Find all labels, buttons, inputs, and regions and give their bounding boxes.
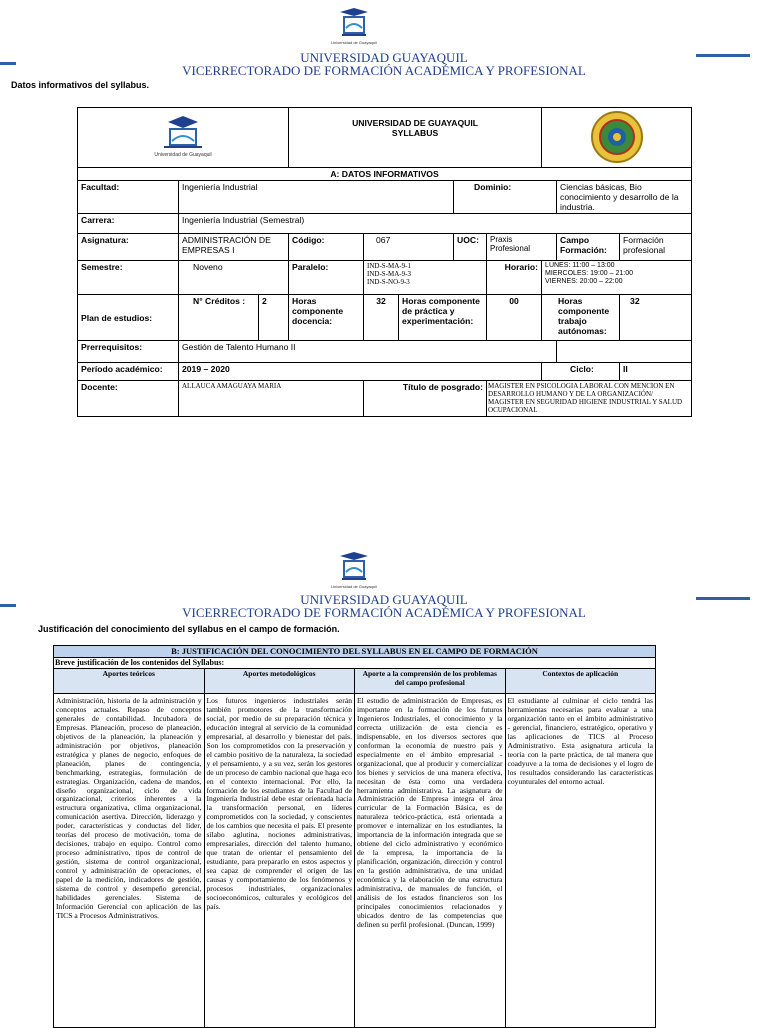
column-aporte-comprension [355, 669, 506, 1027]
table-title: UNIVERSIDAD DE GUAYAQUIL [352, 118, 478, 128]
horas-autonomo-value: 32 [620, 295, 692, 341]
horas-practica-label: Horas componente de práctica y experimentación: [399, 295, 487, 341]
university-logo [331, 8, 377, 48]
justification-heading: B: JUSTIFICACIÓN DEL CONOCIMIENTO DEL SYLLABUS EN EL CAMPO DE FORMACIÓN [54, 646, 655, 658]
carrera-value: Ingeniería Industrial (Semestral) [179, 214, 692, 234]
column-text: Administración, historia de la administración y conceptos actuales. Repaso de conceptos generales de contabilidad. Incubadora de Empresas. Planeación, proceso de planeación, objetivos de la planeación, la planeación y administración por objetivos, planeación estratégica y planes de negocio, enfoques de planeación, planes de contingencia, benchmarking, estrategias, formulación de estrategias. Organización, cadena de mandos, diseño organizacional, ciclo de vida organizacional, criterios inherentes a la estructura organizativa, clima organizacional, comunicación asertiva. Dirección, liderazgo y poder, características y conductas del líder, teorías del proceso de motivación, toma de decisiones, trabajo en equipo. Control como proceso administrativo, tipos de control de gestión, sistema de control organizacional, control y administración de operaciones, el papel de la medición, indicadores de gestión, sistema de control y desempeño gerencial, habilidades gerenciales. Sistema de Información Gerencial con aplicación de las TICS a Procesos Administrativos. [56, 696, 202, 920]
svg-text:Universidad de Guayaquil: Universidad de Guayaquil [154, 151, 212, 158]
paralelo-label: Paralelo: [289, 261, 364, 295]
codigo-label: Código: [289, 234, 364, 261]
column-text: Los futuros ingenieros industriales serán también promotores de la transformación social, por medio de su preparación técnica y educación integral al servicio de la comunidad empresarial, al desarrollo y bienestar del país. Son los comprometidos con la preservación y el cambio positivo de la naturaleza, la sociedad y el pensamiento, y a su vez, serán los gestores de un proceso de cambio nacional que haga eco en el contexto internacional. Por ello, la formación de los estudiantes de la Facultad de Ingeniería Industrial debe estar orientada hacia la transformación personal, en líderes comprometidos con la sociedad, y conscientes de los cambios que necesita el país. El presente sílabo aglutina, nociones administrativas, empresariales, dirección del talento humano, que tratan de orientar el pensamiento del estudiante, para prepararlo en estos aspectos y sea capaz de comprender el origen de las causas y comportamiento de los fenómenos y procesos industriales, organizacionales socioeconómicos, culturales y ecológicos del país. [206, 696, 352, 911]
periodo-label: Período académico: [78, 363, 179, 381]
periodo-value: 2019 – 2020 [179, 363, 542, 381]
table-subtitle: SYLLABUS [391, 128, 439, 138]
horario-label: Horario: [487, 261, 542, 295]
justification-subheading: Breve justificación de los contenidos del Syllabus: [54, 658, 655, 669]
asignatura-value: ADMINISTRACIÓN DE EMPRESAS I [179, 234, 289, 261]
horas-docencia-value: 32 [364, 295, 399, 341]
university-logo-2 [331, 552, 377, 592]
horario-value: LUNES: 11:00 – 13:00 [545, 262, 615, 269]
section2-title: Justificación del conocimiento del syllabus en el campo de formación. [38, 624, 340, 634]
column-text: El estudiante al culminar el ciclo tendrá las herramientas necesarias para evaluar a una organización tanto en el ámbito administrativo - gerencial, financiero, estratégico, operativo y las aplicaciones de TICS al Proceso Administrativo. Esta asignatura articula la teoría con la parte práctica, de tal manera que coadyuve a la toma de decisiones y el logro de los resultados considerando las características coyunturales del entorno actual. [507, 696, 653, 786]
semestre-label: Semestre: [78, 261, 179, 295]
horas-practica-value: 00 [487, 295, 542, 341]
posgrado-label: Título de posgrado: [364, 381, 487, 417]
creditos-label: N° Créditos : [179, 295, 259, 341]
vicerrectorado-name-2: VICERRECTORADO DE FORMACIÓN ACADÉMICA Y PROFESIONAL [182, 605, 586, 620]
ciclo-label: Ciclo: [542, 363, 620, 381]
vicerrectorado-name: VICERRECTORADO DE FORMACIÓN ACADÉMICA Y PROFESIONAL [182, 63, 586, 78]
university-name: UNIVERSIDAD GUAYAQUIL [300, 50, 468, 65]
uoc-value: Praxis Profesional [487, 234, 557, 261]
campo-formacion-label: Campo Formación: [557, 234, 620, 261]
faculty-seal-icon [590, 110, 644, 164]
dominio-value: Ciencias básicas, Bio conocimiento y desarrollo de la industria. [557, 181, 692, 214]
column-header: Aportes metodológicos [205, 669, 355, 694]
horario-value: VIERNES: 20:00 – 22:00 [545, 278, 623, 285]
posgrado-value: MAGISTER EN PSICOLOGIA LABORAL CON MENCION EN DESARROLLO HUMANO Y DE LA ORGANIZACIÓN/ MAGISTER EN SEGURIDAD HIGIENE INDUSTRIAL Y SALUD OCUPACIONAL [487, 381, 692, 417]
horas-autonomo-label: Horas componente trabajo autónomas: [542, 295, 620, 341]
datos-informativos-heading: A: DATOS INFORMATIVOS [78, 168, 692, 181]
horas-docencia-label: Horas componente docencia: [289, 295, 364, 341]
column-header: Contextos de aplicación [506, 669, 656, 694]
creditos-value: 2 [259, 295, 289, 341]
prerrequisitos-label: Prerrequisitos: [78, 341, 179, 363]
paralelo-value: IND-S-MA-9-1 [367, 262, 411, 270]
plan-estudios-label: Plan de estudios: [78, 295, 179, 341]
svg-text:Universidad de Guayaquil: Universidad de Guayaquil [331, 40, 377, 45]
dominio-label: Dominio: [454, 181, 557, 214]
asignatura-label: Asignatura: [78, 234, 179, 261]
ciclo-value: II [620, 363, 692, 381]
column-header: Aportes teóricos [54, 669, 204, 694]
syllabus-info-table [77, 107, 692, 417]
section1-title: Datos informativos del syllabus. [11, 80, 150, 90]
prerrequisitos-value: Gestión de Talento Humano II [179, 341, 557, 363]
table-logo-cell [78, 108, 289, 168]
uoc-label: UOC: [454, 234, 487, 261]
university-name-2: UNIVERSIDAD GUAYAQUIL [300, 592, 468, 607]
codigo-value: 067 [364, 234, 454, 261]
carrera-label: Carrera: [78, 214, 179, 234]
docente-value: ALLAUCA AMAGUAYA MARIA [179, 381, 364, 417]
docente-label: Docente: [78, 381, 179, 417]
prerrequisitos-extra [557, 341, 692, 363]
column-header: Aporte a la comprensión de los problemas del campo profesional [355, 669, 505, 694]
facultad-label: Facultad: [78, 181, 179, 214]
semestre-value: Noveno [179, 261, 289, 295]
svg-text:Universidad de Guayaquil: Universidad de Guayaquil [331, 584, 377, 589]
column-aportes-metodologicos [205, 669, 356, 1027]
column-contextos-aplicacion [506, 669, 656, 1027]
campo-formacion-value: Formación profesional [620, 234, 692, 261]
seal-cell [542, 108, 692, 168]
column-text: El estudio de administración de Empresas, es importante en la formación de los futuros Ingenieros Industriales, el conocimiento y la correcta utilización de esta ciencia es indispensable, en los diversos sectores que conforman la economía de nuestro país y especialmente en el ámbito empresarial - organizacional, que al producir y comercializar los bienes y servicios de una manera efectiva, necesitan de ésta como una verdadera herramienta administrativa. La asignatura de Administración de Empresa integra el área curricular de la Formación Básica, es de naturaleza teórico-práctica, está orientada a promover e internalizar en los estudiantes, la importancia de la información integrada que se obtiene del ciclo administrativo y económico de la empresa, la importancia de la planificación, organización, dirección y control en la gestión administrativa, de una unidad económica y la elaboración de una estructura administrativa, de manuales de función, el análisis de los estados financieros son los principales conocimientos relacionados y ubicados dentro de las competencias que definen su perfil profesional. (Duncan, 1999) [357, 696, 503, 929]
facultad-value: Ingeniería Industrial [179, 181, 454, 214]
paralelo-value: IND-S-NO-9-3 [367, 278, 410, 286]
justification-table [53, 645, 656, 1028]
table-university-logo [148, 114, 218, 160]
horario-value: MIERCOLES: 19:00 – 21:00 [545, 270, 633, 277]
column-aportes-teoricos [54, 669, 205, 1027]
paralelo-value: IND-S-MA-9-3 [367, 270, 411, 278]
